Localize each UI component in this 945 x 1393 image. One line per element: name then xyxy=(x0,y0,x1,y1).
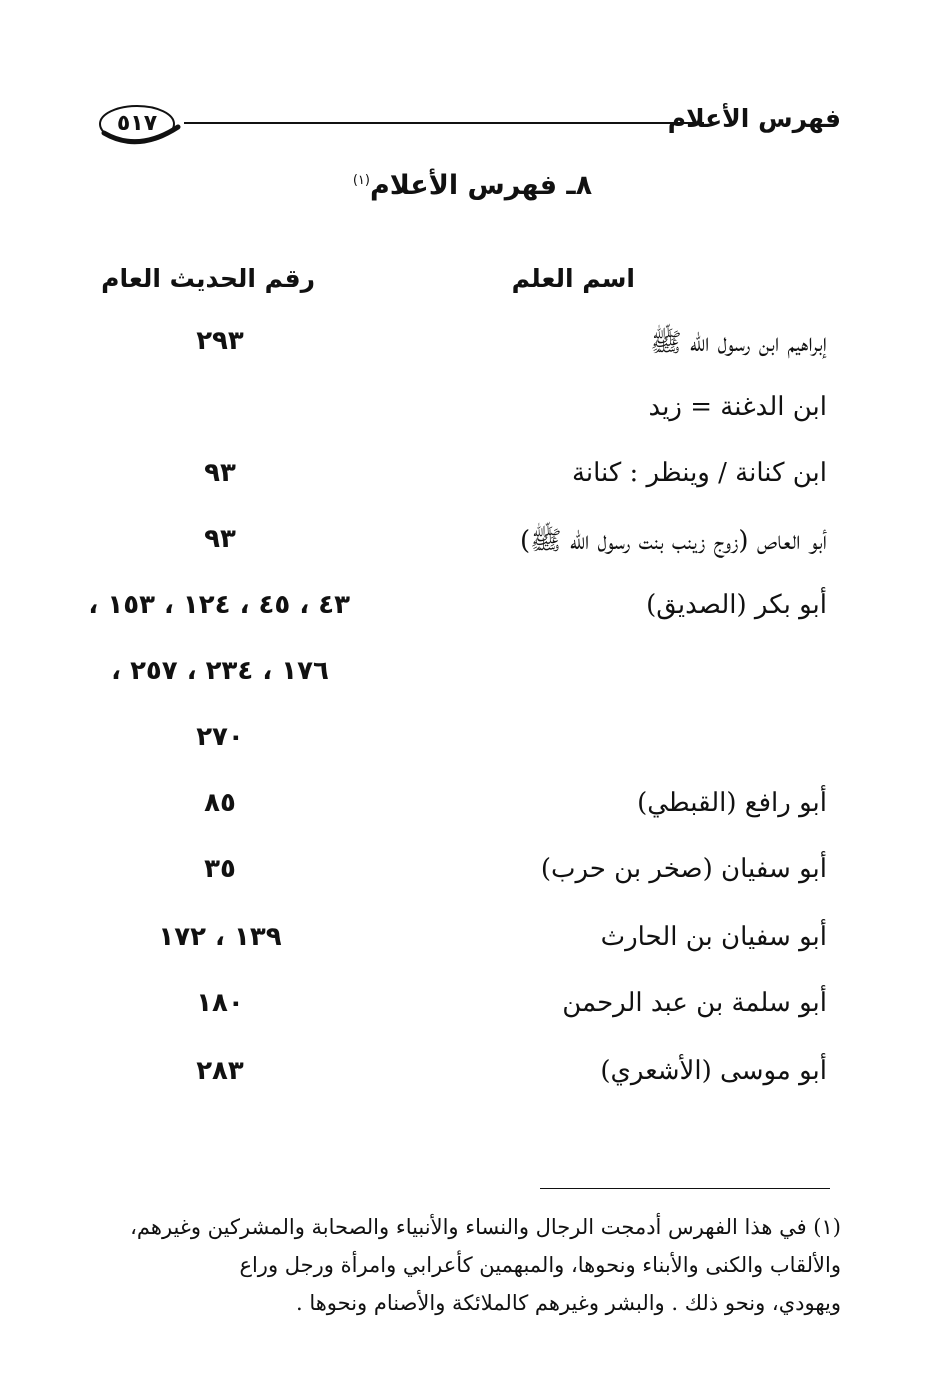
entry-name: أبو رافع (القبطي) xyxy=(637,788,827,818)
column-header-hadith-number: رقم الحديث العام xyxy=(101,264,315,293)
page-number: ٥١٧ xyxy=(116,110,158,136)
index-entry xyxy=(0,780,945,840)
page-number-badge xyxy=(98,103,184,147)
footnote-line: ويهودي، ونحو ذلك . والبشر وغيرهم كالملائكة والأصنام ونحوها . xyxy=(295,1291,841,1315)
entry-numbers: ١٣٩ ، ١٧٢ xyxy=(158,922,282,952)
entry-name: إبراهيم ابن رسول الله ﷺ xyxy=(650,328,827,358)
entry-numbers: ٣٥ xyxy=(204,854,236,884)
entry-name: أبو سفيان (صخر بن حرب) xyxy=(540,854,827,884)
entry-name: أبو سفيان بن الحارث xyxy=(600,922,827,952)
index-entry xyxy=(0,318,945,378)
footnote-marker: (١) xyxy=(352,173,370,188)
running-header-title: فهرس الأعلام xyxy=(667,104,841,133)
index-entry xyxy=(0,582,945,642)
entry-numbers: ١٨٠ xyxy=(196,988,244,1018)
entry-numbers: ٢٧٠ xyxy=(196,722,244,752)
header-rule xyxy=(184,122,704,124)
footnote xyxy=(101,1208,841,1322)
index-entry-continuation xyxy=(0,714,945,774)
section-title-text: ٨ـ فهرس الأعلام xyxy=(369,170,593,201)
index-entry xyxy=(0,516,945,576)
entry-name: أبو العاص (زوج زينب بنت رسول الله ﷺ) xyxy=(520,526,827,556)
entry-numbers: ١٧٦ ، ٢٣٤ ، ٢٥٧ ، xyxy=(111,656,329,686)
index-entry xyxy=(0,980,945,1040)
entry-numbers: ٨٥ xyxy=(204,788,236,818)
entry-name: ابن كنانة / وينظر : كنانة xyxy=(571,458,827,488)
index-entry xyxy=(0,384,945,444)
entry-name: أبو بكر (الصديق) xyxy=(646,590,827,620)
footnote-line: والألقاب والكنى والأبناء ونحوها، والمبهمين كأعرابي وامرأة ورجل وراع xyxy=(239,1253,841,1277)
index-entry xyxy=(0,914,945,974)
entry-name: أبو موسى (الأشعري) xyxy=(600,1056,827,1086)
index-entry xyxy=(0,450,945,510)
index-entry-continuation xyxy=(0,648,945,708)
section-title xyxy=(300,170,645,201)
index-entry xyxy=(0,1048,945,1108)
index-entry xyxy=(0,846,945,906)
entry-numbers: ٢٩٣ xyxy=(196,326,244,356)
entry-numbers: ٢٨٣ xyxy=(196,1056,244,1086)
column-header-name: اسم العلم xyxy=(511,264,635,293)
entry-numbers: ٩٣ xyxy=(204,524,236,554)
entry-numbers: ٩٣ xyxy=(204,458,236,488)
entry-name: أبو سلمة بن عبد الرحمن xyxy=(562,988,827,1018)
entry-numbers: ٤٣ ، ٤٥ ، ١٢٤ ، ١٥٣ ، xyxy=(88,590,350,620)
entry-name: ابن الدغنة = زيد xyxy=(648,392,827,422)
footnote-line: (١) في هذا الفهرس أدمجت الرجال والنساء والأنبياء والصحابة والمشركين وغيرهم، xyxy=(130,1215,841,1239)
footnote-rule xyxy=(540,1188,830,1189)
